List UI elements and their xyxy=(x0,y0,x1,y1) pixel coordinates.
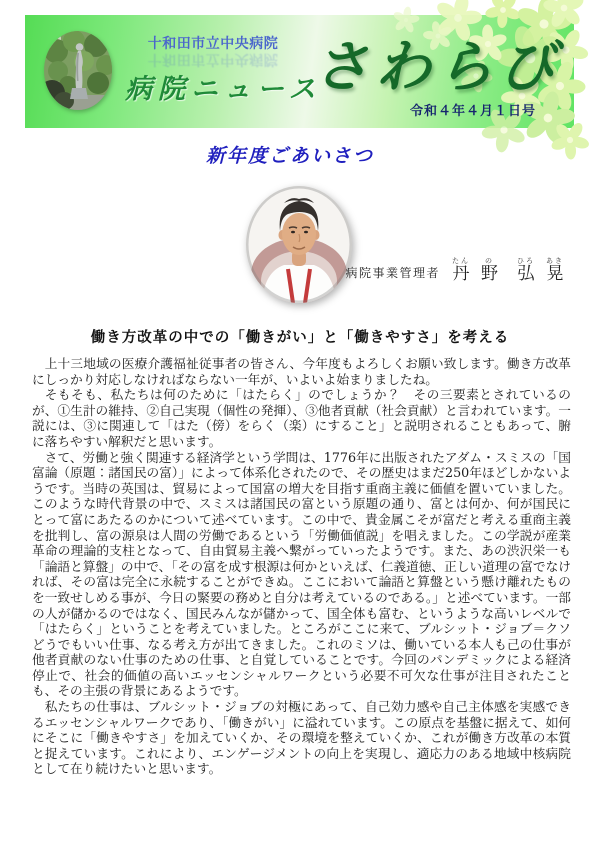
author-name-char: 丹たん xyxy=(452,257,470,284)
author-name-char: 晃あき xyxy=(546,257,564,284)
banner xyxy=(25,15,574,128)
newsletter-title: さわらび xyxy=(313,34,561,100)
statue-photo xyxy=(44,31,112,110)
article-paragraph: さて、労働と強く関連する経済学という学問は、1776年に出版されたアダム・スミスの「国富論（原題：諸国民の富）」によって体系化されたので、その歴史はまだ250年ほどしかないようです。当時の英国は、貿易によって国富の増大を目指す重商主義に価値を置いていました。このような時代背景の中で、スミスは諸国民の富という原題の通り、富とは何か、何が国民にとって富にあたるのかについて述べています。この中で、貴金属こそが富だと考える重商主義を批判し、富の源泉は人間の労働であるという「労働価値説」を唱えました。この学説が産業革命の理論的支柱となって、自由貿易主義へ繋がっていったようです。また、あの渋沢栄一も「論語と算盤」の中で、「その富を成す根源は何かといえば、仁義道徳、正しい道理の富でなければ、その富は完全に永続することができぬ。ここにおいて論語と算盤という懸け離れたものを一致せしめる事が、今日の緊要の務めと自分は考えているのである。」と述べています。一部の人が儲かるのではなく、国民みんなが儲かって、国全体も富む、というような高いレベルで「はたらく」ということを考えていました。ところがここに来て、ブルシット・ジョブ＝クソどうでもいい仕事、なる考え方が出てきました。これのミソは、働いている本人も己の仕事が他者貢献のない仕事のための仕事、と自覚していることです。今回のパンデミックによる経済停止で、社会的価値の高いエッセンシャルワークという必要不可欠な仕事が注目されたことも、その主張の背景にあるようです。 xyxy=(32,449,571,699)
issue-date: 令和４年４月１日号 xyxy=(409,104,536,119)
author-name-char: 弘ひろ xyxy=(517,257,535,284)
article-paragraph: 上十三地域の医療介護福祉従事者の皆さん、今年度もよろしくお願い致します。働き方改革にしっかり対応しなければならない一年が、いよいよ始まりましたね。 xyxy=(32,356,571,387)
author-portrait-photo xyxy=(246,186,352,303)
author-role: 病院事業管理者 xyxy=(345,266,440,280)
article-heading: 働き方改革の中での「働きがい」と「働きやすさ」を考える xyxy=(90,329,510,346)
section-title: 新年度ごあいさつ xyxy=(205,145,374,167)
article-paragraph: そもそも、私たちは何のために「はたらく」のでしょうか？ その三要素とされているのが、①生計の維持、②自己実現（個性の発揮）、③他者貢献（社会貢献）と言われています。一説には、③に関連して「はた（傍）をらく（楽）にすること」と説明されることもあって、腑に落ちやすい解釈だと思います。 xyxy=(32,387,571,449)
hospital-name-reflection: 十和田市立中央病院 xyxy=(147,51,279,67)
article-body xyxy=(32,356,571,777)
article-paragraph: 私たちの仕事は、ブルシット・ジョブの対極にあって、自己効力感や自己主体感を実感できるエッセンシャルワークであり、「働きがい」に溢れています。この原点を基盤に据えて、如何にそこに「働きやすさ」を加えていくか、その環境を整えていくか、これが働き方改革の本質と捉えています。これにより、エンゲージメントの向上を実現し、適応力のある地域中核病院として在り続けたいと思います。 xyxy=(32,699,571,777)
hospital-name-block xyxy=(123,36,303,67)
author-name-char: 野の xyxy=(481,257,498,284)
newsletter-label: 病院ニュース xyxy=(125,74,322,105)
author-block xyxy=(345,257,564,284)
author-name xyxy=(452,257,564,284)
hospital-name: 十和田市立中央病院 xyxy=(147,36,279,52)
